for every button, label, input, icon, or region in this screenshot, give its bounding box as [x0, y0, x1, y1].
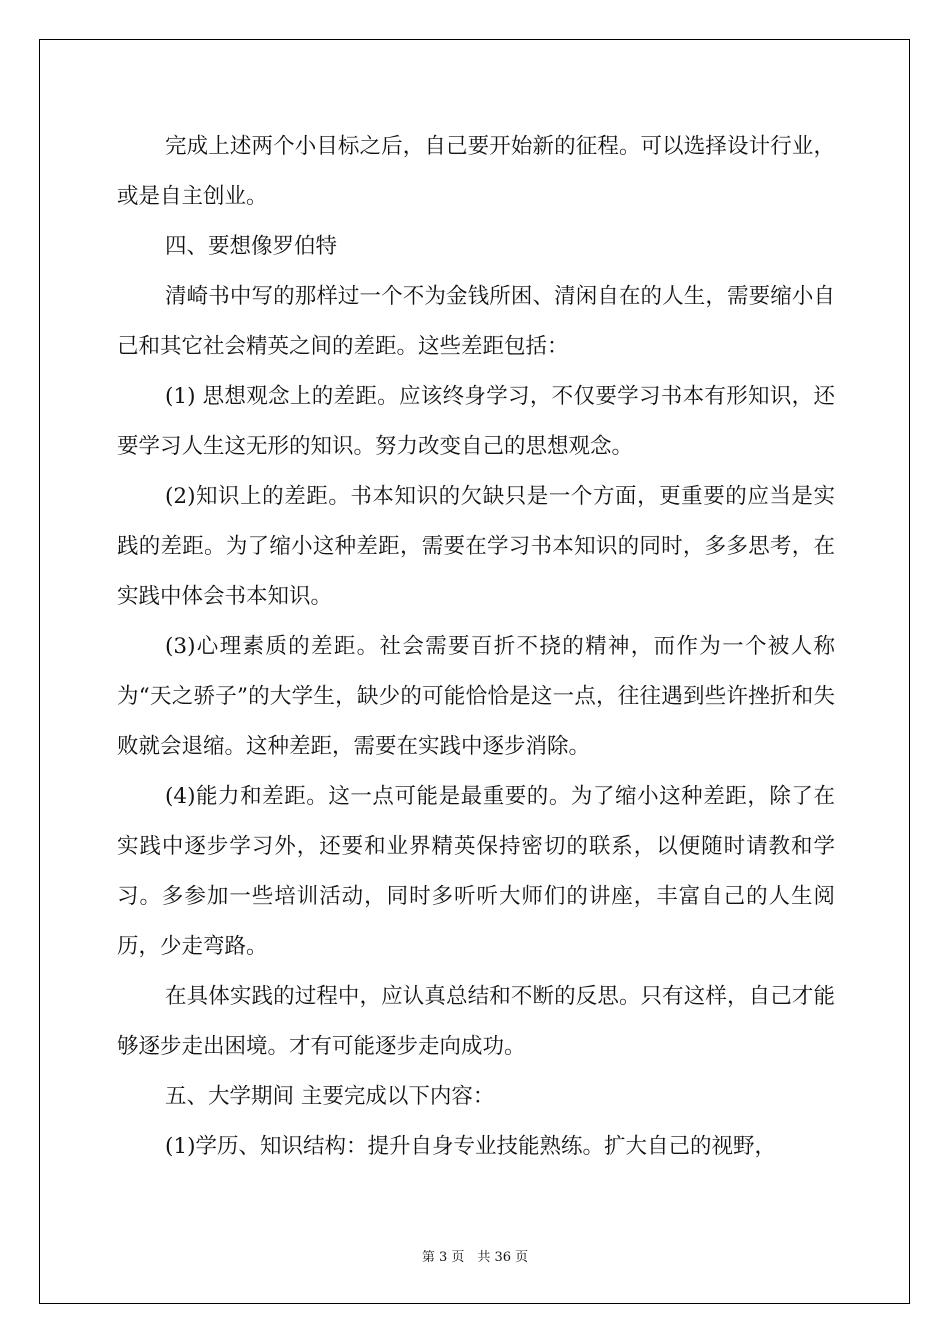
paragraph-1: 完成上述两个小目标之后，自己要开始新的征程。可以选择设计行业，或是自主创业。 [117, 134, 835, 209]
list-item-3: (3)心理素质的差距。社会需要百折不挠的精神，而作为一个被人称为“天之骄子”的大学生，缺少的可能恰恰是这一点，往往遇到些许挫折和失败就会退缩。这种差距，需要在实践中逐步消除。 [117, 634, 835, 759]
paragraph-8: 在具体实践的过程中，应认真总结和不断的反思。只有这样，自己才能够逐步走出困境。才有可能逐步走向成功。 [117, 984, 835, 1059]
list-item-1: (1) 思想观念上的差距。应该终身学习，不仅要学习书本有形知识，还要学习人生这无形的知识。努力改变自己的思想观念。 [117, 384, 835, 459]
list-item-4: (4)能力和差距。这一点可能是最重要的。为了缩小这种差距，除了在实践中逐步学习外，还要和业界精英保持密切的联系，以便随时请教和学习。多参加一些培训活动，同时多听听大师们的讲座，丰富自己的人生阅历，少走弯路。 [117, 784, 835, 959]
list-item-5: (1)学历、知识结构：提升自身专业技能熟练。扩大自己的视野， [165, 1134, 776, 1159]
section-heading-4: 四、要想像罗伯特 [165, 234, 338, 259]
document-body [117, 122, 835, 1172]
section-heading-5: 五、大学期间 主要完成以下内容： [165, 1084, 495, 1109]
page-number-footer: 第 3 页 共 36 页 [421, 1250, 529, 1265]
list-item-2: (2)知识上的差距。书本知识的欠缺只是一个方面，更重要的应当是实践的差距。为了缩小这种差距，需要在学习书本知识的同时，多多思考，在实践中体会书本知识。 [117, 484, 835, 609]
paragraph-3: 清崎书中写的那样过一个不为金钱所困、清闲自在的人生，需要缩小自己和其它社会精英之间的差距。这些差距包括： [117, 284, 835, 359]
